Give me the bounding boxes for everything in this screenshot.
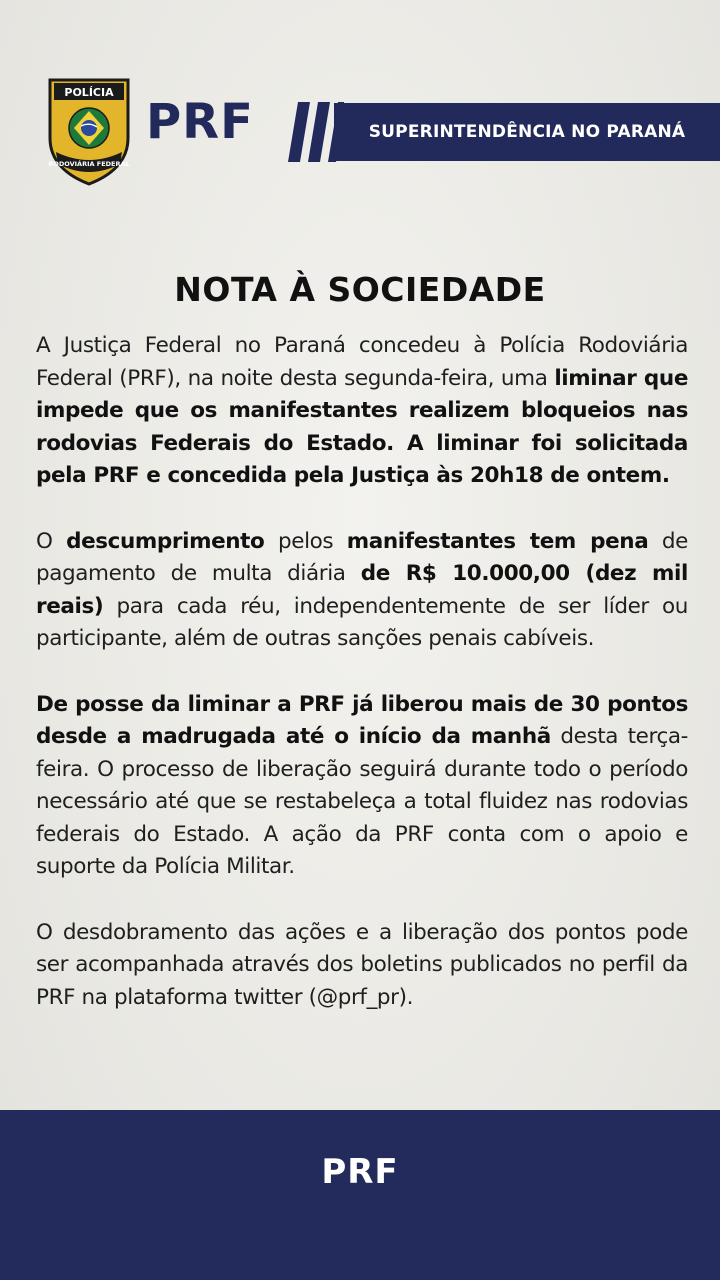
p3-text: desta terça-feira. O processo de liberação seguirá durante todo o período necessário até que se restabeleça a total fluidez nas rodovias federais do Estado. A ação da PRF conta com o apoio e suporte da Polícia Militar. [36,724,688,879]
paragraph-4 [36,917,688,1015]
paragraph-2 [36,526,688,656]
footer-prf-logo: PRF [321,1152,399,1192]
prf-logo-text: PRF [146,94,254,150]
p2-bold-3: de R$ 10.000,00 (dez mil reais) [36,561,688,619]
p2-text-3: de pagamento de multa diária [36,528,688,586]
p2-bold-2: manifestantes tem pena [346,528,649,554]
p1-text: A Justiça Federal no Paraná concedeu à Polícia Rodoviária Federal (PRF), na noite desta segunda-feira, uma [36,333,688,391]
p3-bold: De posse da liminar a PRF já liberou mais de 30 pontos desde a madrugada até o início da manhã [36,691,688,749]
prf-badge-icon [44,76,134,186]
p2-bold-1: descumprimento [66,528,265,554]
footer [0,1110,720,1280]
p1-bold: liminar que impede que os manifestantes realizem bloqueios nas rodovias Federais do Estado. A liminar foi solicitada pela PRF e concedida pela Justiça às 20h18 de ontem. [36,365,688,488]
p2-text-4: para cada réu, independentemente de ser líder ou participante, além de outras sanções penais cabíveis. [36,593,688,651]
p2-text-2: pelos [264,528,347,554]
paragraph-1 [36,330,688,493]
page-title: NOTA À SOCIEDADE [174,270,546,309]
badge-bottom-text: RODOVIÁRIA FEDERAL [48,160,130,168]
banner-text: SUPERINTENDÊNCIA NO PARANÁ [368,122,686,142]
p4-text: O desdobramento das ações e a liberação dos pontos pode ser acompanhada através dos boletins publicados no perfil da PRF na plataforma twitter (@prf_pr). [36,919,688,1010]
header [0,0,720,200]
paragraph-3 [36,689,688,884]
superintendencia-banner [334,103,720,161]
note-body [36,330,688,1047]
badge-top-text: POLÍCIA [64,86,114,99]
p2-text-1: O [36,528,67,554]
